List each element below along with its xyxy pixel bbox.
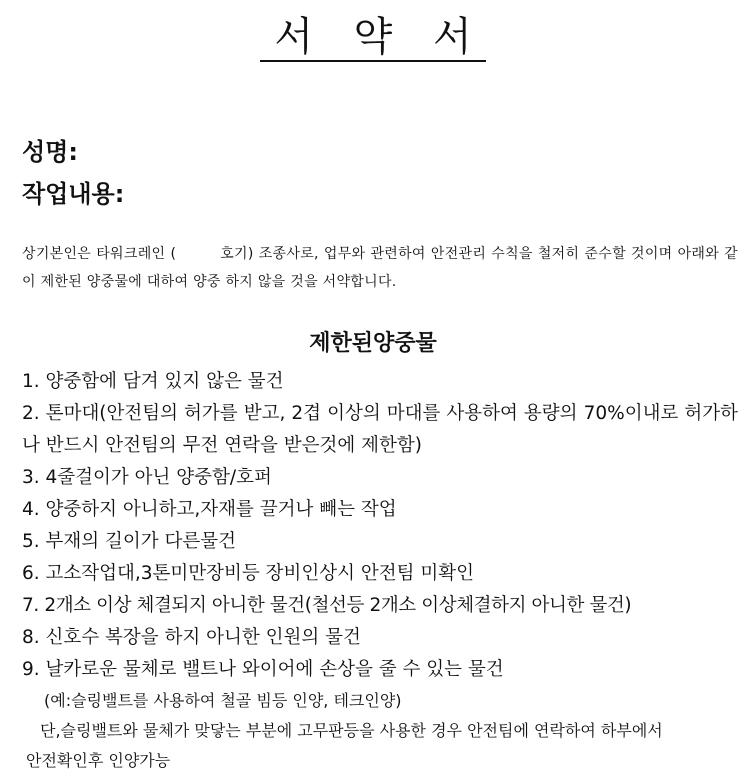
name-label: 성명:: [22, 138, 78, 166]
example-note: (예:슬링밸트를 사용하여 철골 빔등 인양, 테크인양): [44, 691, 402, 710]
list-item: 2. 톤마대(안전팀의 허가를 받고, 2겹 이상의 마대를 사용하여 용량의 70%이내로 허가하나 반드시 안전팀의 무전 연락을 받은것에 제한함): [22, 403, 738, 456]
list-item: 8. 신호수 복장을 하지 아니한 인원의 물건: [22, 627, 361, 648]
exception-note-continued: 안전확인후 인양가능: [26, 751, 171, 770]
work-content-label: 작업내용:: [22, 180, 125, 208]
list-item: 3. 4줄걸이가 아닌 양중함/호퍼: [22, 467, 272, 488]
document-title: 서 약 서: [260, 14, 485, 62]
restricted-items-list: [22, 366, 738, 776]
list-item: 1. 양중함에 담겨 있지 않은 물건: [22, 371, 284, 392]
list-item: 7. 2개소 이상 체결되지 아니한 물건(철선등 2개소 이상체결하지 아니한 물건): [22, 595, 632, 616]
pledge-text-part1: 상기본인은 타워크레인 (: [22, 246, 177, 262]
list-item: 4. 양중하지 아니하고,자재를 끌거나 빼는 작업: [22, 499, 397, 520]
pledge-text-part2: 호기) 조종사로, 업무와 관련하여 안전관리 수칙을 철저히 준수할 것이며 아래와 같이 제한된 양중물에 대하여 양중 하지 않을 것을 서약합니다.: [22, 246, 738, 290]
document-title-wrap: [0, 14, 746, 62]
list-item: 5. 부재의 길이가 다른물건: [22, 531, 237, 552]
exception-note: 단,슬링밸트와 물체가 맞닿는 부분에 고무판등을 사용한 경우 안전팀에 연락하여 하부에서: [40, 721, 663, 740]
list-item: 9. 날카로운 물체로 밸트나 와이어에 손상을 줄 수 있는 물건: [22, 659, 504, 680]
section-heading: 제한된양중물: [309, 331, 437, 356]
list-item: 6. 고소작업대,3톤미만장비등 장비인상시 안전팀 미확인: [22, 563, 474, 584]
pledge-paragraph: [22, 240, 738, 296]
